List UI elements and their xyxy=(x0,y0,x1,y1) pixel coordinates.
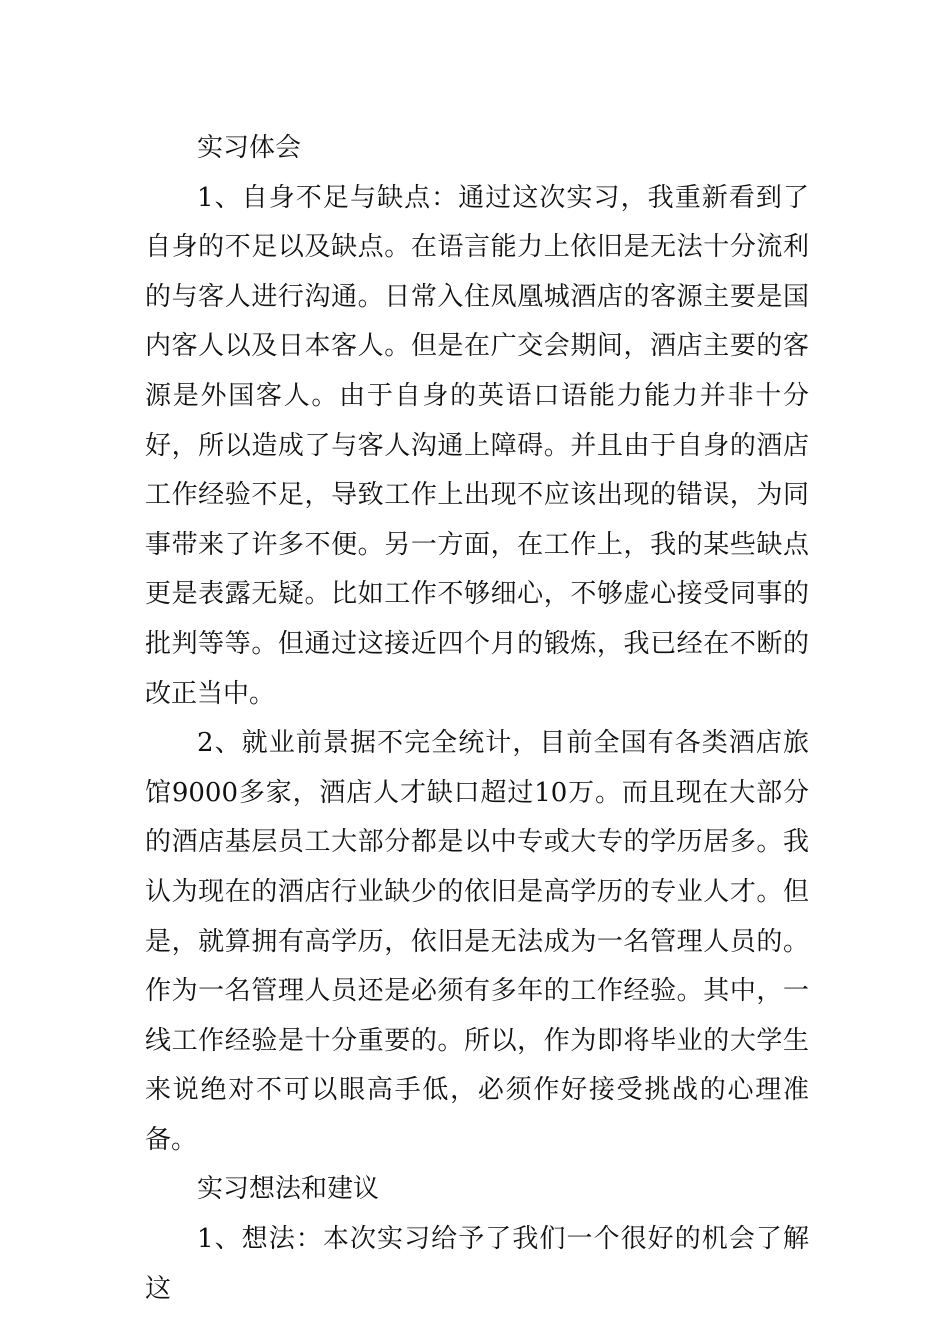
document-body xyxy=(145,124,809,1314)
paragraph-employment-prospects: 2、就业前景据不完全统计，目前全国有各类酒店旅馆9000多家，酒店人才缺口超过10万。而且现在大部分的酒店基层员工大部分都是以中专或大专的学历居多。我认为现在的酒店行业缺少的依旧是高学历的专业人才。但是，就算拥有高学历，依旧是无法成为一名管理人员的。作为一名管理人员还是必须有多年的工作经验。其中，一线工作经验是十分重要的。所以，作为即将毕业的大学生来说绝对不可以眼高手低，必须作好接受挑战的心理准备。 xyxy=(145,728,809,1155)
paragraph-ideas: 1、想法：本次实习给予了我们一个很好的机会了解这 xyxy=(145,1224,809,1304)
section-heading-ideas-suggestions: 实习想法和建议 xyxy=(197,1174,380,1205)
section-heading-internship-experience: 实习体会 xyxy=(197,133,302,163)
paragraph-shortcomings: 1、自身不足与缺点：通过这次实习，我重新看到了自身的不足以及缺点。在语言能力上依旧是无法十分流利的与客人进行沟通。日常入住凤凰城酒店的客源主要是国内客人以及日本客人。但是在广交会期间，酒店主要的客源是外国客人。由于自身的英语口语能力能力并非十分好，所以造成了与客人沟通上障碍。并且由于自身的酒店工作经验不足，导致工作上出现不应该出现的错误，为同事带来了许多不便。另一方面，在工作上，我的某些缺点更是表露无疑。比如工作不够细心，不够虚心接受同事的批判等等。但通过这接近四个月的锻炼，我已经在不断的改正当中。 xyxy=(145,182,809,709)
